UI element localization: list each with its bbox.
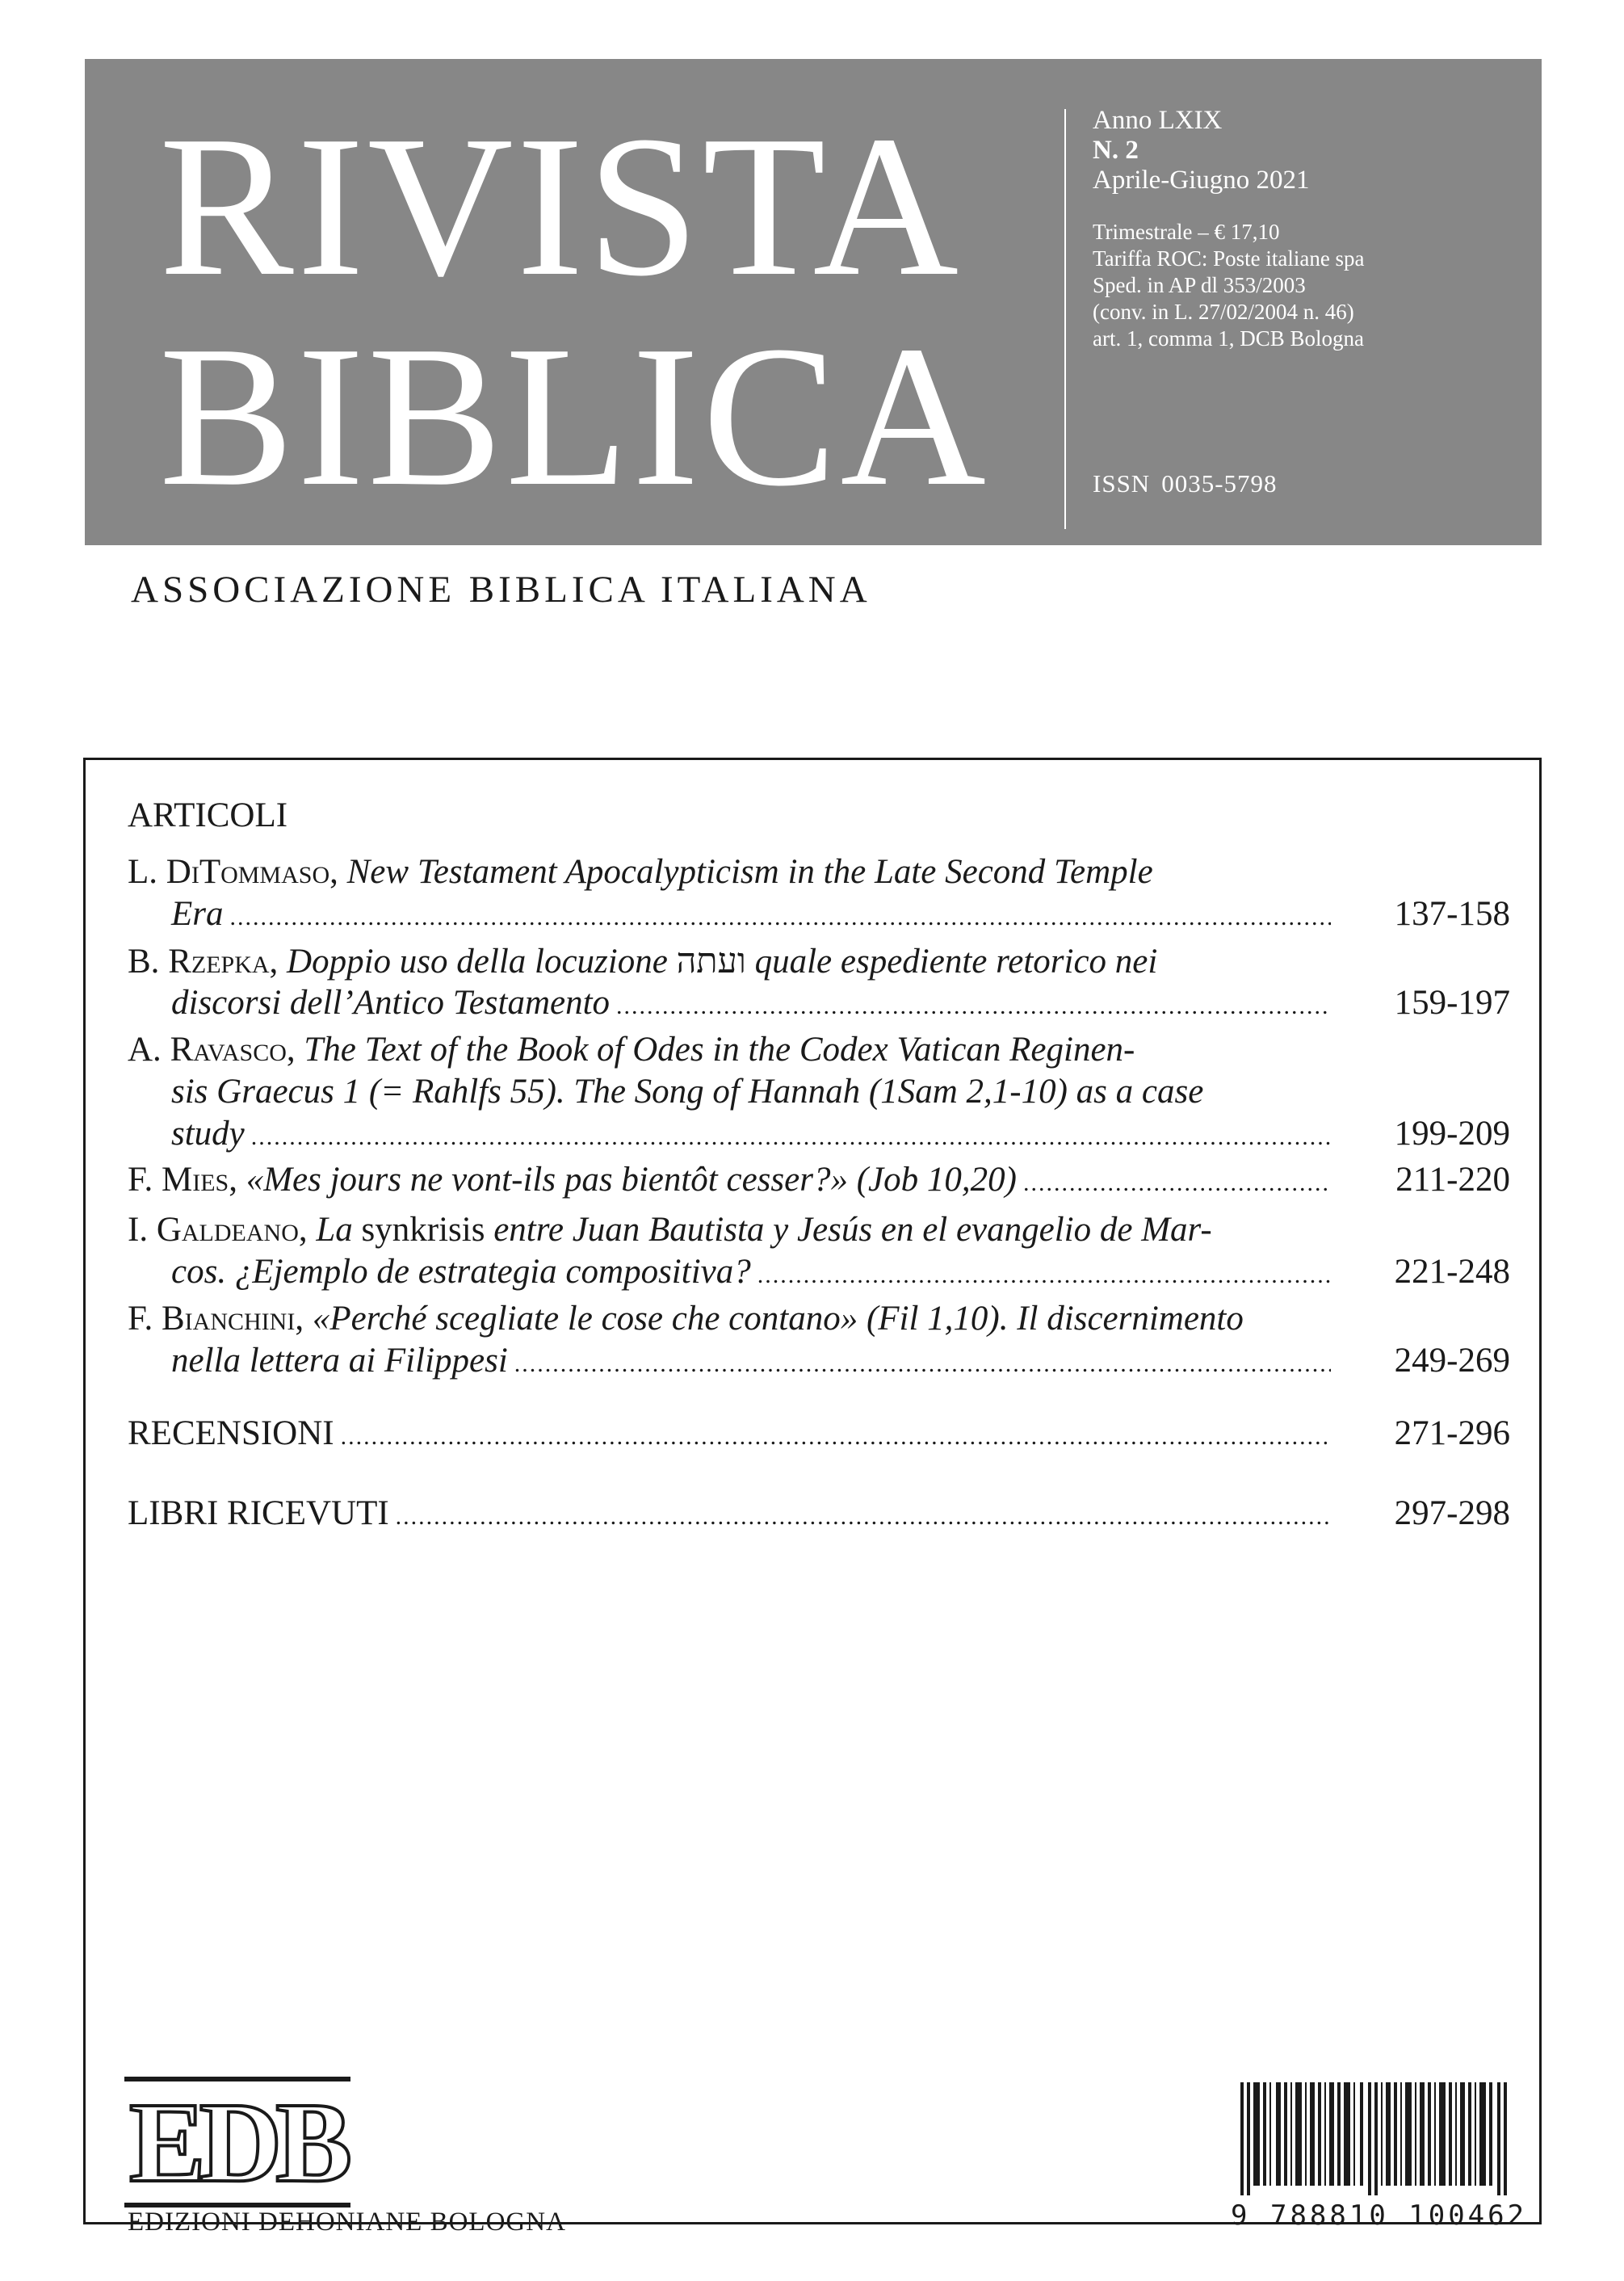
postal-line: Sped. in AP dl 353/2003 bbox=[1093, 273, 1306, 297]
entry-author: I. Galdeano, bbox=[128, 1211, 308, 1249]
leader-dots bbox=[341, 1416, 1331, 1458]
barcode-number: 9 788810 100462 bbox=[1231, 2199, 1528, 2232]
entry-title: New Testament Apocalypticism in the Late Second Temple bbox=[346, 853, 1153, 891]
toc-entry[interactable] bbox=[128, 1209, 1510, 1293]
entry-title-cont: nella lettera ai Filippesi bbox=[171, 1342, 508, 1380]
postal-line: art. 1, comma 1, DCB Bologna bbox=[1093, 326, 1364, 351]
masthead-divider bbox=[1064, 109, 1066, 529]
table-of-contents bbox=[83, 758, 1542, 2237]
entry-author: F. Bianchini, bbox=[128, 1300, 304, 1338]
entry-title-cont: study bbox=[171, 1115, 245, 1153]
edb-logo-mark: EDB bbox=[124, 2077, 350, 2207]
postal-line: Tariffa ROC: Poste italiane spa bbox=[1093, 246, 1365, 271]
leader-dots bbox=[251, 1116, 1331, 1158]
issue-period: Aprile-Giugno 2021 bbox=[1093, 166, 1310, 195]
entry-title-cont: sis Graecus 1 (= Rahlfs 55). The Song of Hannah (1Sam 2,1-10) as a case bbox=[171, 1073, 1204, 1111]
leader-dots bbox=[230, 897, 1332, 939]
toc-entry[interactable] bbox=[128, 940, 1510, 1024]
entry-title-cont: discorsi dell’Antico Testamento bbox=[171, 984, 611, 1022]
leader-dots bbox=[616, 985, 1331, 1027]
entry-pages: 159-197 bbox=[1394, 984, 1510, 1022]
entry-author: L. DiTommaso, bbox=[128, 853, 338, 891]
issue-year: Anno LXIX bbox=[1093, 106, 1223, 135]
masthead-banner bbox=[85, 59, 1542, 545]
journal-title-line1: RIVISTA bbox=[159, 95, 963, 318]
toc-entry[interactable] bbox=[128, 851, 1510, 935]
toc-entry[interactable] bbox=[128, 1029, 1510, 1155]
toc-entry[interactable] bbox=[128, 1298, 1510, 1382]
section-heading-libri: LIBRI RICEVUTI bbox=[128, 1494, 389, 1532]
entry-title: La synkrisis entre Juan Bautista y Jesús en el evangelio de Mar- bbox=[316, 1211, 1212, 1249]
issn bbox=[1093, 469, 1278, 498]
postal-line: (conv. in L. 27/02/2004 n. 46) bbox=[1093, 300, 1354, 324]
postal-line: Trimestrale – € 17,10 bbox=[1093, 220, 1280, 244]
leader-dots bbox=[757, 1254, 1331, 1296]
entry-pages: 199-209 bbox=[1394, 1115, 1510, 1153]
toc-entry[interactable] bbox=[128, 1159, 1510, 1201]
barcode-icon bbox=[1240, 2082, 1515, 2195]
entry-author: F. Mies, bbox=[128, 1161, 237, 1199]
issn-label: ISSN bbox=[1093, 469, 1151, 498]
entry-pages: 211-220 bbox=[1395, 1161, 1510, 1199]
entry-title: The Text of the Book of Odes in the Codex Vatican Reginen- bbox=[304, 1031, 1135, 1069]
entry-author: B. Rzepka, bbox=[128, 943, 279, 981]
entry-pages: 221-248 bbox=[1394, 1253, 1510, 1291]
entry-author: A. Ravasco, bbox=[128, 1031, 296, 1069]
entry-title-cont: cos. ¿Ejemplo de estrategia compositiva? bbox=[171, 1253, 751, 1291]
issue-info bbox=[1093, 106, 1310, 195]
entry-title-cont: Era bbox=[171, 895, 224, 933]
publisher-name: EDIZIONI DEHONIANE BOLOGNA bbox=[128, 2207, 566, 2237]
section-heading-recensioni: RECENSIONI bbox=[128, 1414, 334, 1452]
entry-title: Doppio uso della locuzione ועתה quale espediente retorico nei bbox=[287, 941, 1158, 981]
entry-pages: 137-158 bbox=[1394, 895, 1510, 933]
publisher-logo bbox=[124, 2077, 350, 2207]
toc-libri-ricevuti[interactable] bbox=[128, 1493, 1510, 1535]
postal-info bbox=[1093, 219, 1365, 352]
leader-dots bbox=[396, 1496, 1331, 1538]
toc-recensioni[interactable] bbox=[128, 1413, 1510, 1455]
entry-title: «Perché scegliate le cose che contano» (Fil 1,10). Il discernimento bbox=[312, 1300, 1244, 1338]
recensioni-pages: 271-296 bbox=[1394, 1414, 1510, 1452]
entry-pages: 249-269 bbox=[1394, 1342, 1510, 1380]
hebrew-word: ועתה bbox=[676, 941, 746, 981]
issue-number: N. 2 bbox=[1093, 136, 1139, 165]
section-heading-articoli: ARTICOLI bbox=[128, 796, 288, 834]
leader-dots bbox=[1023, 1162, 1331, 1204]
association-name: ASSOCIAZIONE BIBLICA ITALIANA bbox=[131, 569, 871, 611]
leader-dots bbox=[514, 1343, 1331, 1385]
journal-title-line2: BIBLICA bbox=[159, 305, 989, 528]
issn-value: 0035-5798 bbox=[1161, 469, 1278, 498]
entry-title: «Mes jours ne vont-ils pas bientôt cesser?» (Job 10,20) bbox=[245, 1161, 1017, 1199]
libri-pages: 297-298 bbox=[1394, 1494, 1510, 1532]
